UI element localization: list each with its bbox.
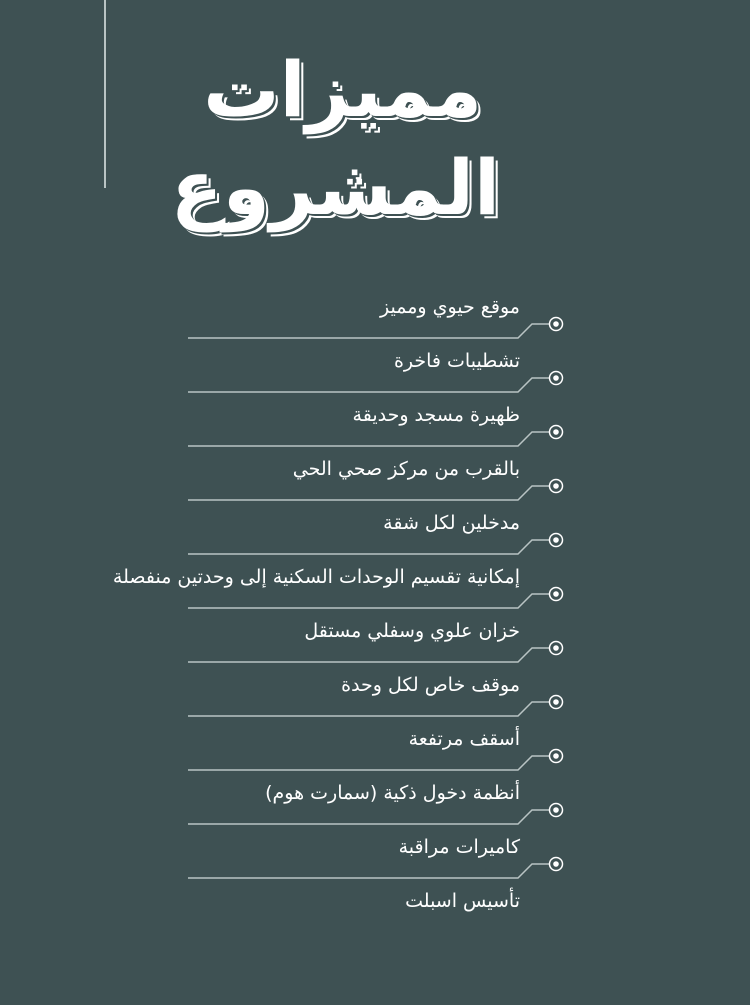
title-line-1: مميزات: [203, 45, 482, 134]
feature-label: موقع حيوي ومميز: [380, 296, 520, 318]
feature-label: تأسيس اسبلت: [405, 890, 520, 912]
connector-icon: [0, 350, 750, 404]
connector-icon: [0, 890, 750, 944]
feature-item: [0, 512, 750, 566]
title-line-2: المشروع: [170, 143, 500, 232]
feature-label: إمكانية تقسيم الوحدات السكنية إلى وحدتين منفصلة: [112, 566, 520, 588]
feature-label: كاميرات مراقبة: [398, 836, 520, 858]
feature-item: [0, 620, 750, 674]
feature-item: [0, 836, 750, 890]
connector-icon: [0, 512, 750, 566]
connector-icon: [0, 728, 750, 782]
feature-item: [0, 782, 750, 836]
feature-label: أسقف مرتفعة: [408, 728, 520, 750]
feature-item: [0, 350, 750, 404]
feature-item: [0, 566, 750, 620]
feature-label: بالقرب من مركز صحي الحي: [292, 458, 520, 480]
feature-item: [0, 404, 750, 458]
feature-label: خزان علوي وسفلي مستقل: [304, 620, 520, 642]
feature-item: [0, 890, 750, 944]
feature-item: [0, 458, 750, 512]
feature-item: [0, 674, 750, 728]
feature-label: أنظمة دخول ذكية (سمارت هوم): [265, 782, 520, 804]
feature-label: تشطيبات فاخرة: [393, 350, 520, 372]
feature-item: [0, 728, 750, 782]
feature-label: ظهيرة مسجد وحديقة: [352, 404, 520, 426]
connector-icon: [0, 836, 750, 890]
feature-item: [0, 296, 750, 350]
feature-label: موقف خاص لكل وحدة: [341, 674, 520, 696]
connector-icon: [0, 296, 750, 350]
feature-label: مدخلين لكل شقة: [383, 512, 520, 534]
decorative-vertical-line: [104, 0, 106, 188]
